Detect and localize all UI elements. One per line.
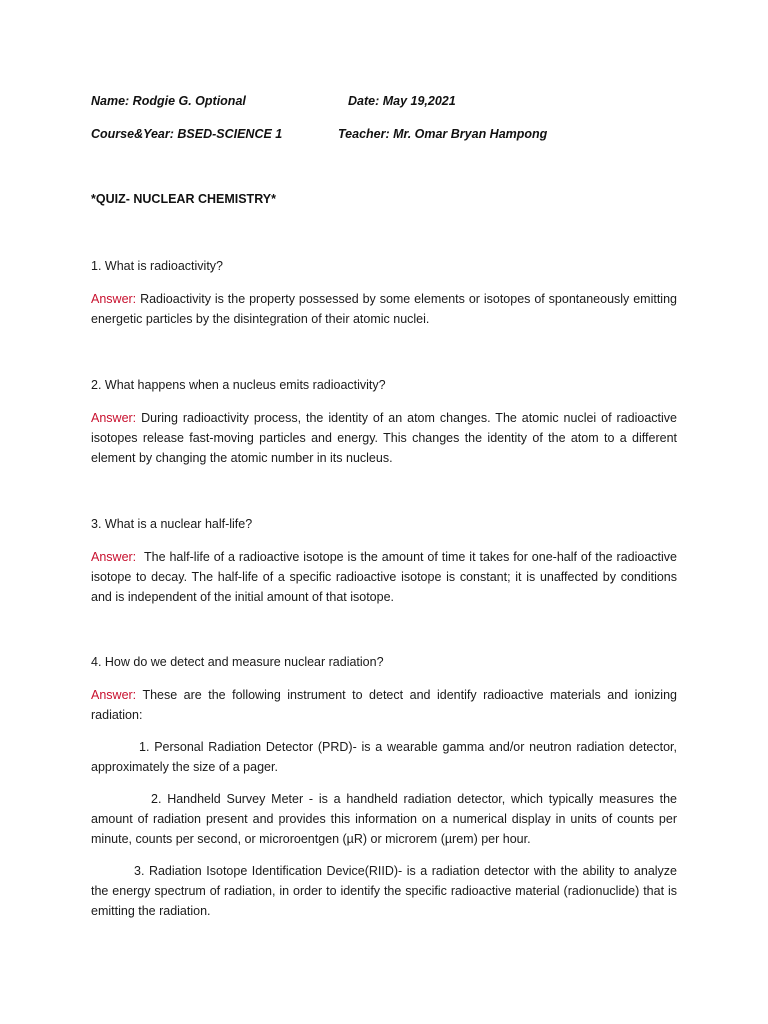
instrument-item-1: 1. Personal Radiation Detector (PRD)- is a wearable gamma and/or neutron radiation detector, approximately the size of a pager.: [91, 740, 677, 774]
answer-body: The half-life of a radioactive isotope is the amount of time it takes for one-half of the radioactive isotope to decay. The half-life of a specific radioactive isotope is constant; it is unaffected by conditions and is independent of the initial amount of that isotope.: [91, 550, 677, 604]
answer-body: Radioactivity is the property possessed by some elements or isotopes of spontaneously emitting energetic particles by the disintegration of their atomic nuclei.: [91, 292, 677, 326]
answer-text: [91, 547, 677, 607]
question-text: 3. What is a nuclear half-life?: [91, 517, 253, 531]
question-text: 4. How do we detect and measure nuclear radiation?: [91, 655, 384, 669]
answer-label: Answer:: [91, 411, 137, 425]
answer-text: [91, 408, 677, 468]
answer-text: [91, 289, 677, 329]
question-block-3: [91, 514, 677, 607]
quiz-title: *QUIZ- NUCLEAR CHEMISTRY*: [91, 192, 276, 206]
instrument-item-2: 2. Handheld Survey Meter - is a handheld radiation detector, which typically measures the amount of radiation present and provides this information on a numerical display in units of counts per minute, counts per second, or microroentgen (µR) or microrem (µrem) per hour.: [91, 792, 677, 846]
question-text: 1. What is radioactivity?: [91, 259, 223, 273]
answer-label: Answer:: [91, 688, 137, 702]
teacher-name: Teacher: Mr. Omar Bryan Hampong: [338, 127, 548, 141]
student-name: Name: Rodgie G. Optional: [91, 94, 246, 108]
answer-label: Answer:: [91, 550, 137, 564]
answer-body: These are the following instrument to detect and identify radioactive materials and ionizing radiation:: [91, 688, 677, 722]
question-block-1: [91, 256, 677, 329]
question-block-2: [91, 375, 677, 468]
course-year: Course&Year: BSED-SCIENCE 1: [91, 127, 283, 141]
question-block-4: [91, 652, 677, 921]
quiz-date: Date: May 19,2021: [348, 94, 456, 108]
question-text: 2. What happens when a nucleus emits radioactivity?: [91, 378, 386, 392]
instrument-item-3: 3. Radiation Isotope Identification Device(RIID)- is a radiation detector with the ability to analyze the energy spectrum of radiation, in order to identify the specific radioactive material (radionuclide) that is emitting the radiation.: [91, 864, 677, 918]
answer-label: Answer:: [91, 292, 137, 306]
answer-text: [91, 685, 677, 725]
answer-body: During radioactivity process, the identity of an atom changes. The atomic nuclei of radioactive isotopes release fast-moving particles and energy. This changes the identity of the atom to a different element by changing the atomic number in its nucleus.: [91, 411, 677, 465]
